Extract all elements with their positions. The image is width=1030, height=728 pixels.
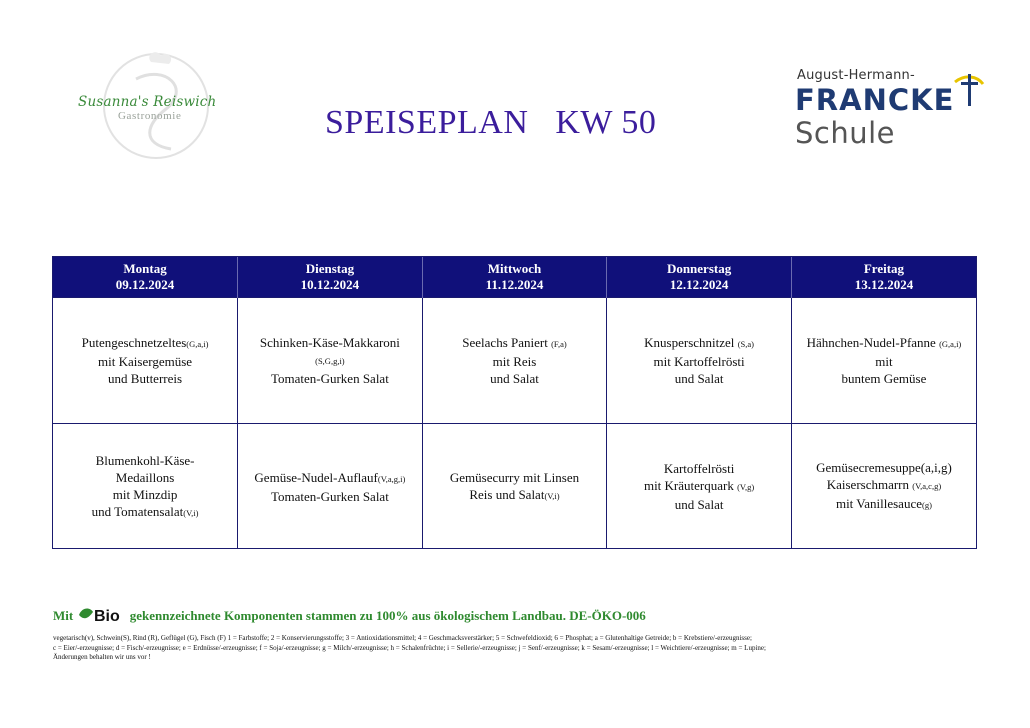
dish-line xyxy=(796,334,972,353)
dish-line xyxy=(427,353,603,370)
day-name: Freitag xyxy=(863,261,905,276)
page-title: SPEISEPLAN KW 50 xyxy=(325,104,657,141)
day-date: 12.12.2024 xyxy=(669,277,729,292)
day-date: 11.12.2024 xyxy=(485,277,544,292)
allergen-code: (S,G,g,i) xyxy=(315,356,345,366)
dish-text: mit Minzdip xyxy=(112,486,178,502)
dish-text: Knusperschnitzel xyxy=(644,335,738,350)
dish-line xyxy=(242,351,418,370)
dish-text: Kartoffelrösti xyxy=(663,461,735,476)
menu-row-2 xyxy=(53,424,976,550)
dish-text: und Salat xyxy=(490,371,539,386)
dish-line xyxy=(796,495,972,514)
logo-left-name: Susanna's Reiswich xyxy=(78,94,217,110)
logo-right-line3: Schule xyxy=(795,116,896,150)
dish-line xyxy=(611,353,787,370)
dish-line xyxy=(611,477,787,496)
dish-line xyxy=(57,353,233,370)
menu-cell xyxy=(238,424,423,550)
allergen-code: (V,i) xyxy=(544,490,560,501)
bio-prefix: Mit xyxy=(53,608,74,623)
menu-cell xyxy=(53,424,238,550)
day-header xyxy=(422,257,607,298)
day-name: Montag xyxy=(123,261,167,276)
bio-notice xyxy=(53,606,646,628)
dish-text: Gemüse-Nudel-Auflauf xyxy=(254,469,378,485)
dish-line xyxy=(57,486,233,503)
school-mark-icon xyxy=(951,70,987,110)
day-name: Donnerstag xyxy=(666,261,732,276)
dish-line xyxy=(796,459,972,476)
allergen-code: (V,a,c,g) xyxy=(912,481,942,491)
allergen-code: (S,a) xyxy=(737,339,754,349)
logo-francke-schule xyxy=(795,68,995,158)
day-name: Dienstag xyxy=(305,261,355,276)
legend-line: Änderungen behalten wir uns vor ! xyxy=(53,653,151,661)
dish-text: Schinken-Käse-Makkaroni xyxy=(259,335,400,350)
dish-text: Tomaten-Gurken Salat xyxy=(270,371,389,386)
allergen-legend xyxy=(53,634,953,663)
dish-line xyxy=(427,469,603,486)
header-row xyxy=(53,257,976,298)
dish-line xyxy=(242,469,418,488)
dish-text: und Salat xyxy=(674,371,724,386)
menu-cell xyxy=(607,298,792,424)
day-date: 10.12.2024 xyxy=(300,277,360,292)
day-header xyxy=(53,257,238,298)
dish-line xyxy=(796,353,972,370)
dish-text: Medaillons xyxy=(115,469,175,485)
dish-text: und Salat xyxy=(674,497,724,512)
dish-line xyxy=(57,452,233,469)
dish-line xyxy=(242,488,418,505)
day-date: 09.12.2024 xyxy=(115,277,175,292)
dish-line xyxy=(242,370,418,387)
logo-left-sub: Gastronomie xyxy=(118,110,182,122)
dish-line xyxy=(796,370,972,387)
allergen-code: (g) xyxy=(922,500,932,510)
legend-line: vegetarisch(v), Schwein(S), Rind (R), Geflügel (G), Fisch (F) 1 = Farbstoffe; 2 = Konservierungsstoffe; 3 = Antioxidationsmittel; 4 = Geschmacksverstärker; 5 = Schwefeldioxid; 6 = Phosphat; a = Glutenhaltige Getreide; b = Krebstiere/-erzeugnisse; xyxy=(53,634,752,642)
dish-text: Kaiserschmarrn xyxy=(826,477,913,492)
dish-text: Tomaten-Gurken Salat xyxy=(270,488,389,504)
allergen-code: (V,a,g,i) xyxy=(377,473,406,484)
legend-line: c = Eier/-erzeugnisse; d = Fisch/-erzeugnisse; e = Erdnüsse/-erzeugnisse; f = Soja/-erzeugnisse; g = Milch/-erzeugnisse; h = Schalenfrüchte; i = Sellerie/-erzeugnisse; j = Senf/-erzeugnisse; k = Sesam/-erzeugnisse; l = Weichtiere/-erzeugnisse; m = Lupine; xyxy=(53,643,766,652)
dish-text: mit Reis xyxy=(492,354,537,369)
dish-line xyxy=(611,370,787,387)
dish-text: und Butterreis xyxy=(108,371,183,386)
bio-logo-text: Bio xyxy=(94,608,121,624)
allergen-code: (G,a,i) xyxy=(186,339,209,349)
menu-row-1 xyxy=(53,298,976,424)
logo-susannas-reiswich xyxy=(78,44,238,164)
dish-text: mit Kartoffelrösti xyxy=(653,354,745,369)
dish-line xyxy=(796,476,972,495)
dish-text: mit Kaisergemüse xyxy=(98,354,193,369)
dish-text: und Tomatensalat xyxy=(91,503,184,519)
day-header xyxy=(791,257,976,298)
menu-cell xyxy=(791,298,976,424)
menu-table xyxy=(52,256,977,549)
dish-text: buntem Gemüse xyxy=(841,371,927,386)
dish-text: Gemüsecurry mit Linsen xyxy=(449,469,580,485)
bio-logo-icon xyxy=(78,606,122,628)
dish-line xyxy=(57,503,233,522)
menu-cell xyxy=(422,298,607,424)
logo-right-line2: FRANCKE xyxy=(795,83,955,117)
dish-text: mit Vanillesauce xyxy=(835,496,922,511)
dish-line xyxy=(611,460,787,477)
menu-cell xyxy=(238,298,423,424)
allergen-code: (F,a) xyxy=(551,339,567,349)
dish-text: Hähnchen-Nudel-Pfanne xyxy=(806,335,940,350)
day-header xyxy=(238,257,423,298)
menu-cell xyxy=(422,424,607,550)
allergen-code: (V,g) xyxy=(737,482,755,492)
dish-text: Gemüsecremesuppe(a,i,g) xyxy=(816,460,952,475)
day-name: Mittwoch xyxy=(487,261,542,276)
menu-cell xyxy=(791,424,976,550)
bio-text: gekennzeichnete Komponenten stammen zu 100% aus ökologischem Landbau. DE-ÖKO-006 xyxy=(129,608,646,623)
dish-line xyxy=(427,370,603,387)
dish-line xyxy=(427,486,603,505)
logo-right-line1: August-Hermann- xyxy=(797,68,915,83)
dish-line xyxy=(57,334,233,353)
dish-text: Seelachs Paniert xyxy=(462,335,552,350)
dish-line xyxy=(611,496,787,513)
day-header xyxy=(607,257,792,298)
dish-line xyxy=(427,334,603,353)
dish-line xyxy=(611,334,787,353)
dish-line xyxy=(57,370,233,387)
dish-text: Putengeschnetzeltes xyxy=(81,335,187,350)
day-date: 13.12.2024 xyxy=(854,277,914,292)
dish-text: Reis und Salat xyxy=(469,486,545,502)
dish-line xyxy=(242,334,418,351)
allergen-code: (G,a,i) xyxy=(939,339,962,349)
dish-line xyxy=(57,469,233,486)
dish-text: mit xyxy=(875,354,893,369)
dish-text: Blumenkohl-Käse- xyxy=(95,452,195,468)
allergen-code: (V,i) xyxy=(183,507,199,518)
menu-cell xyxy=(53,298,238,424)
dish-text: mit Kräuterquark xyxy=(643,478,738,493)
menu-cell xyxy=(607,424,792,550)
